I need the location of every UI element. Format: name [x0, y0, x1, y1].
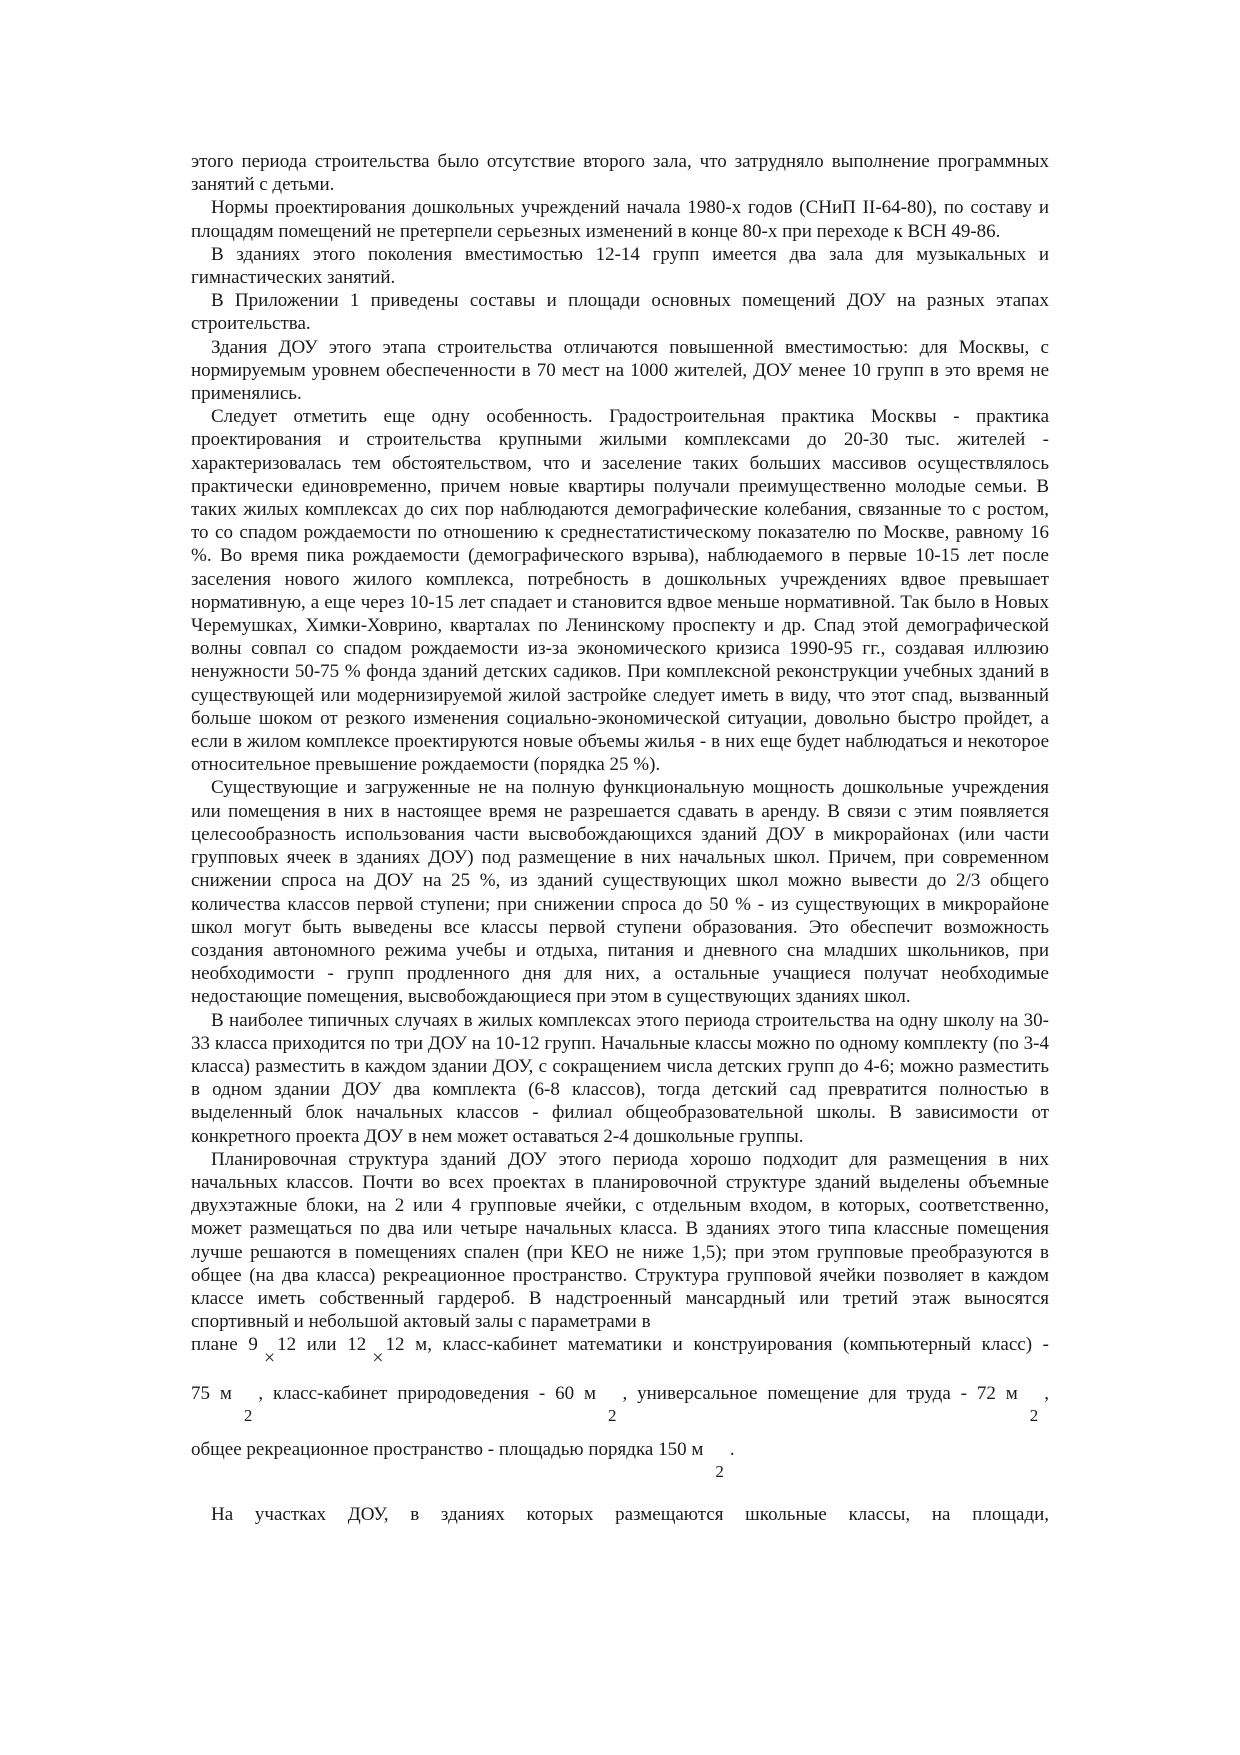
paragraph-9: Планировочная структура зданий ДОУ этого периода хорошо подходит для размещения в них начальных классов. Почти во всех проектах в планировочной структуре зданий выделены объемные двухэтажные блоки, на 2 или 4 групповые ячейки, с отдельным входом, в которых, соответственно, может размещаться по два или четыре начальных класса. В зданиях этого типа классные помещения лучше решаются в помещениях спален (при КЕО не ниже 1,5); при этом групповые преобразуются в общее (на два класса) рекреационное пространство. Структура групповой ячейки позволяет в каждом классе иметь собственный гардероб. В надстроенный мансардный или третий этаж выносятся спортивный и небольшой актовый залы с параметрами в: [191, 1148, 1049, 1333]
paragraph-8: В наиболее типичных случаях в жилых комплексах этого периода строительства на одну школу на 30-33 класса приходится по три ДОУ на 10-12 групп. Начальные классы можно по одному комплекту (по 3-4 класса) разместить в каждом здании ДОУ, с сокращением числа детских групп до 4-6; можно разместить в одном здании ДОУ два комплекта (6-8 классов), тогда детский сад превратится полностью в выделенный блок начальных классов - филиал общеобразовательной школы. В зависимости от конкретного проекта ДОУ в нем может оставаться 2-4 дошкольные группы.: [191, 1009, 1049, 1147]
dim-text-3: 12 м, класс-кабинет математики и конструирования (компьютерный класс) -: [385, 1334, 1049, 1356]
formula-line-areas: [191, 1371, 1049, 1425]
paragraph-6: Следует отметить еще одну особенность. Градостроительная практика Москвы - практика проектирования и строительства крупными жилыми комплексами до 20-30 тыс. жителей - характеризовалась тем обстоятельством, что и заселение таких больших массивов осуществлялось практически единовременно, причем новые квартиры получали преимущественно молодые семьи. В таких жилых комплексах до сих пор наблюдаются демографические колебания, связанные то с ростом, то со спадом рождаемости по отношению к среднестатистическому показателю по Москве, равному 16 %. Во время пика рождаемости (демографического взрыва), наблюдаемого в первые 10-15 лет после заселения нового жилого комплекса, потребность в дошкольных учреждениях вдвое превышает нормативную, а еще через 10-15 лет спадает и становится вдвое меньше нормативной. Так было в Новых Черемушках, Химки-Ховрино, кварталах по Ленинскому проспекту и др. Спад этой демографической волны совпал со спадом рождаемости из-за экономического кризиса 1990-95 гг., создавая иллюзию ненужности 50-75 % фонда зданий детских садиков. При комплексной реконструкции учебных зданий в существующей или модернизируемой жилой застройке следует иметь в виду, что этот спад, вызванный больше шоком от резкого изменения социально-экономической ситуации, довольно быстро пройдет, а если в жилом комплексе проектируются новые объемы жилья - в них еще будет наблюдаться и некоторое относительное превышение рождаемости (порядка 25 %).: [191, 406, 1049, 776]
times-sign-2: ×: [372, 1347, 384, 1370]
document-page: [191, 150, 1049, 1526]
paragraph-4: В Приложении 1 приведены составы и площади основных помещений ДОУ на разных этапах строительства.: [191, 290, 1049, 335]
paragraph-7: Существующие и загруженные не на полную функциональную мощность дошкольные учреждения или помещения в них в настоящее время не разрешается сдавать в аренду. В связи с этим появляется целесообразность использования части высвобождающихся зданий ДОУ в микрорайонах (или части групповых ячеек в зданиях ДОУ) под размещение в них начальных школ. Причем, при современном снижении спроса на ДОУ на 25 %, из зданий существующих школ можно вывести до 2/3 общего количества классов первой ступени; при снижении спроса до 50 % - из существующих в микрорайоне школ могут быть выведены все классы первой ступени образования. Это обеспечит возможность создания автономного режима учебы и отдыха, питания и дневного сна младших школьников, при необходимости - групп продленного дня для них, а остальные учащиеся получат необходимые недостающие помещения, высвобождающиеся при этом в существующих зданиях школ.: [191, 777, 1049, 1008]
dim-text-2: 12 или 12: [277, 1334, 367, 1356]
dim-text-1: плане 9: [191, 1334, 258, 1356]
paragraph-2: Нормы проектирования дошкольных учреждений начала 1980-х годов (СНиП II-64-80), по составу и площадям помещений не претерпели серьезных изменений в конце 80-х при переходе к ВСН 49-86.: [191, 197, 1049, 242]
square-exponent-4: 2: [715, 1461, 724, 1481]
times-sign-1: ×: [263, 1347, 276, 1370]
square-exponent-3: 2: [1029, 1405, 1039, 1425]
recreation-period: .: [729, 1438, 735, 1460]
paragraph-last: На участках ДОУ, в зданиях которых размещаются школьные классы, на площади,: [211, 1503, 1049, 1525]
area-text-3: , универсальное помещение для труда - 72 м: [622, 1382, 1018, 1404]
area-text-1: 75 м: [191, 1382, 232, 1404]
formula-line-recreation: [191, 1427, 1049, 1481]
paragraph-1: этого периода строительства было отсутствие второго зала, что затрудняло выполнение программных занятий с детьми.: [191, 151, 1049, 196]
area-text-4: ,: [1044, 1382, 1049, 1404]
square-exponent-1: 2: [243, 1405, 253, 1425]
paragraph-3: В зданиях этого поколения вместимостью 12-14 групп имеется два зала для музыкальных и гимнастических занятий.: [191, 243, 1049, 289]
square-exponent-2: 2: [608, 1405, 617, 1425]
formula-line-dimensions: [191, 1333, 1049, 1370]
area-text-2: , класс-кабинет природоведения - 60 м: [258, 1382, 596, 1404]
paragraph-5: Здания ДОУ этого этапа строительства отличаются повышенной вместимостью: для Москвы, с нормируемым уровнем обеспеченности в 70 мест на 1000 жителей, ДОУ менее 10 групп в это время не применялись.: [191, 336, 1049, 405]
recreation-text: общее рекреационное пространство - площадью порядка 150 м: [191, 1438, 704, 1460]
